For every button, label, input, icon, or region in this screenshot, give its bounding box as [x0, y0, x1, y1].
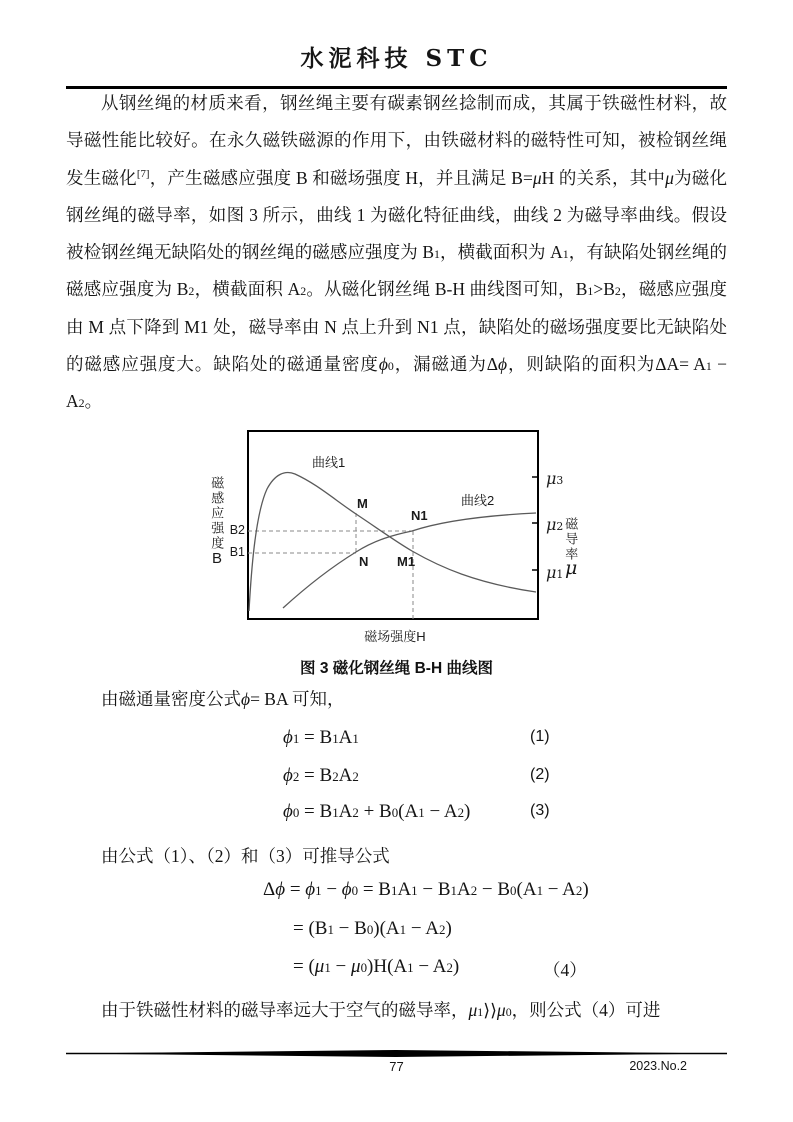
- equation-4-line3-body: = $(\mu_1 - \mu_0)H(A_1 - A_2)$: [293, 956, 460, 977]
- plot-frame: [248, 431, 538, 619]
- right-axis-label: 磁导率: [563, 517, 579, 562]
- equation-3-body: $\phi_0 = B_1A_2 + B_0(A_1 - A_2)$: [283, 801, 471, 822]
- paragraph-intro: 从钢丝绳的材质来看，钢丝绳主要有碳素钢丝捻制而成，其属于铁磁性材料，故导磁性能比较好。在永久磁铁磁源的作用下，由铁磁材料的磁特性可知，被检钢丝绳发生磁化[7]，产生磁感应强度 B 和磁场强度 H，并且满足 B=μH 的关系，其中μ为磁化钢丝绳的磁导率，如图 3 所示，曲线 1 为磁化特征曲线，曲线 2 为磁导率曲线。假设被检钢丝绳无缺陷处的钢丝绳的磁感应强度为 $B_1$，横截面积为 $A_1$，有缺陷处钢丝绳的磁感应强度为 $B_2$，横截面积 $A_2$。从磁化钢丝绳 B-H 曲线图可知，$B_1>B_2$，磁感应强度由 M 点下降到 M1 处，磁导率由 N 点上升到 N1 点，缺陷处的磁场强度要比无缺陷处的磁感应强度大。缺陷处的磁通量密度$\phi_0$，漏磁通为Δϕ，则缺陷的面积为$\Delta A= A_1 - A_2$。: [66, 93, 728, 412]
- mu2-tick-label: $\mu_2$: [546, 515, 564, 534]
- figure-caption: 图 3 磁化钢丝绳 B-H 曲线图: [300, 660, 493, 677]
- point-n-label: N: [359, 554, 369, 569]
- point-m1-label: M1: [397, 554, 416, 569]
- equation-4-line2: = $(B_1 - B_0)(A_1 - A_2)$: [293, 918, 452, 939]
- equation-4-number: （4）: [543, 960, 587, 980]
- footer-rule: [66, 1050, 727, 1058]
- right-axis-symbol: μ: [565, 557, 578, 579]
- bh-curve-plot: [205, 425, 585, 653]
- y-axis-label: 磁感应强度: [209, 476, 225, 551]
- equation-3: [283, 801, 643, 823]
- x-axis-label: 磁场强度H: [364, 629, 426, 644]
- journal-header-title: 水泥科技 STC: [300, 45, 493, 72]
- footer-rule-lens: [66, 1050, 727, 1057]
- figure-bh-curve: [205, 425, 585, 653]
- equation-2-number: (2): [530, 766, 550, 783]
- paragraph-flux-formula: 由磁通量密度公式ϕ= BA 可知，: [101, 689, 345, 709]
- equation-2-body: $\phi_2 = B_2A_2$: [283, 765, 359, 786]
- curve2-label: 曲线2: [461, 493, 495, 508]
- point-n1-label: N1: [411, 508, 428, 523]
- paragraph-derivation: 由公式（1）、（2）和（3）可推导公式: [101, 846, 390, 866]
- equation-4-line1: $\Delta\phi = \phi_1 - \phi_0 = B_1A_1 - B_1A_2 - B_0(A_1 - A_2)$: [263, 879, 589, 900]
- equation-4-line3: [293, 956, 713, 978]
- equation-1-body: $\phi_1 = B_1A_1$: [283, 727, 359, 748]
- b1-tick-label: B1: [229, 545, 245, 559]
- equation-1: [283, 727, 643, 749]
- page-number: 77: [389, 1059, 404, 1074]
- mu1-tick-label: $\mu_1$: [546, 563, 564, 582]
- equation-3-number: (3): [530, 802, 550, 819]
- mu3-tick-label: $\mu_3$: [546, 469, 564, 488]
- issue-number: 2023.No.2: [629, 1059, 687, 1073]
- b2-tick-label: B2: [229, 523, 245, 537]
- equation-1-number: (1): [530, 728, 550, 745]
- curve1-label: 曲线1: [312, 455, 346, 470]
- y-axis-symbol: B: [212, 550, 223, 567]
- equation-2: [283, 765, 643, 787]
- point-m-label: M: [357, 496, 368, 511]
- paragraph-permeability-note: 由于铁磁性材料的磁导率远大于空气的磁导率，$\mu_1⟩⟩\mu_0$，则公式（4）可进: [101, 1000, 661, 1020]
